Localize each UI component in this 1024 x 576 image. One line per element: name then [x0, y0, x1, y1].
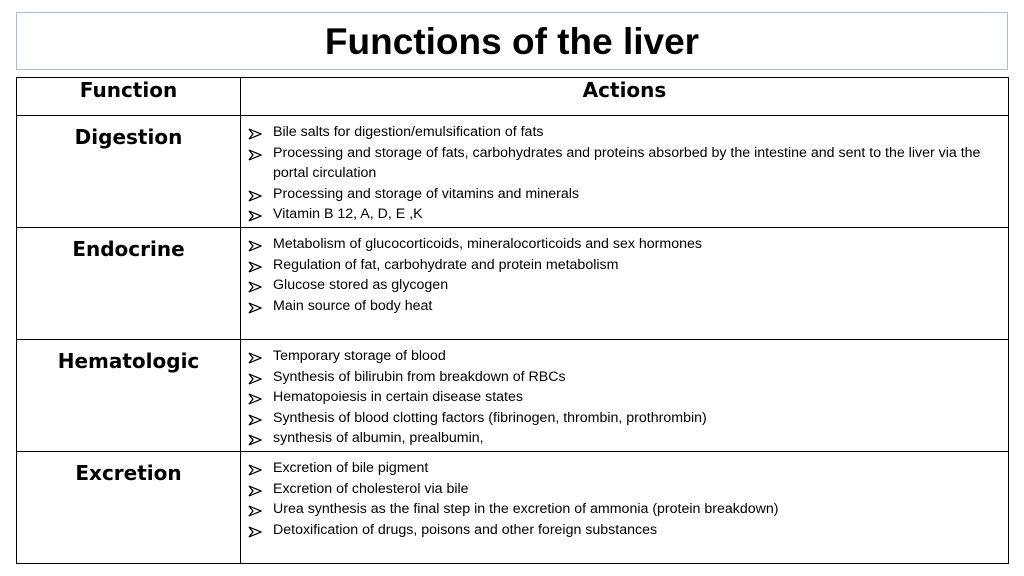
- action-text: Processing and storage of vitamins and minerals: [273, 185, 579, 202]
- arrow-bullet-icon: [248, 147, 262, 159]
- action-text: Temporary storage of blood: [273, 348, 446, 364]
- action-text: Urea synthesis as the final step in the excretion of ammonia (protein breakdown): [273, 501, 779, 517]
- arrow-bullet-icon: [248, 300, 262, 312]
- arrow-bullet-icon: [248, 238, 262, 250]
- list-item: [245, 346, 1000, 367]
- arrow-bullet-icon: [248, 524, 262, 536]
- list-item: [245, 408, 1000, 429]
- arrow-bullet-icon: [248, 188, 262, 200]
- function-cell: Excretion: [17, 452, 241, 564]
- arrow-bullet-icon: [248, 432, 262, 444]
- function-cell: Digestion: [17, 116, 241, 228]
- arrow-bullet-icon: [248, 259, 262, 271]
- header-function: Function: [17, 78, 241, 116]
- actions-cell: [241, 228, 1009, 340]
- table-row: [17, 340, 1009, 452]
- header-actions: Actions: [241, 78, 1009, 116]
- list-item: [245, 234, 1000, 255]
- arrow-bullet-icon: [248, 503, 262, 515]
- action-text: Synthesis of blood clotting factors (fibrinogen, thrombin, prothrombin): [273, 409, 707, 426]
- actions-cell: [241, 340, 1009, 452]
- action-text: Excretion of cholesterol via bile: [273, 480, 469, 497]
- actions-cell: [241, 452, 1009, 564]
- table-header-row: [17, 78, 1009, 116]
- list-item: [245, 387, 1000, 408]
- table-row: [17, 116, 1009, 228]
- action-text: Glucose stored as glycogen: [273, 277, 449, 293]
- action-text: Regulation of fat, carbohydrate and protein metabolism: [273, 256, 619, 273]
- action-text: Metabolism of glucocorticoids, mineralocorticoids and sex hormones: [273, 236, 702, 252]
- actions-list: [241, 452, 1008, 540]
- action-text: Processing and storage of fats, carbohydrates and proteins absorbed by the intestine and sent to the liver via the portal circulation: [273, 144, 981, 181]
- action-text: Bile salts for digestion/emulsification of fats: [273, 124, 544, 140]
- action-text: synthesis of albumin, prealbumin,: [273, 430, 484, 446]
- list-item: [245, 275, 1000, 296]
- list-item: [245, 428, 1000, 449]
- list-item: [245, 520, 1000, 541]
- table-body: [17, 116, 1009, 564]
- list-item: [245, 458, 1000, 479]
- action-text: Detoxification of drugs, poisons and other foreign substances: [273, 521, 658, 538]
- arrow-bullet-icon: [248, 391, 262, 403]
- table-row: [17, 228, 1009, 340]
- functions-table: [16, 77, 1009, 564]
- list-item: [245, 143, 1000, 184]
- page-title: Functions of the liver: [324, 20, 700, 62]
- arrow-bullet-icon: [248, 126, 262, 138]
- list-item: [245, 367, 1000, 388]
- list-item: [245, 499, 1000, 520]
- arrow-bullet-icon: [248, 350, 262, 362]
- action-text: Hematopoiesis in certain disease states: [273, 389, 523, 405]
- list-item: [245, 204, 1000, 225]
- action-text: Synthesis of bilirubin from breakdown of RBCs: [273, 368, 566, 385]
- list-item: [245, 296, 1000, 317]
- list-item: [245, 255, 1000, 276]
- list-item: [245, 122, 1000, 143]
- arrow-bullet-icon: [248, 412, 262, 424]
- table-row: [17, 452, 1009, 564]
- function-cell: Endocrine: [17, 228, 241, 340]
- arrow-bullet-icon: [248, 483, 262, 495]
- actions-cell: [241, 116, 1009, 228]
- title-box: [16, 12, 1008, 70]
- arrow-bullet-icon: [248, 371, 262, 383]
- action-text: Excretion of bile pigment: [273, 460, 429, 476]
- actions-list: [241, 340, 1008, 449]
- list-item: [245, 184, 1000, 205]
- actions-list: [241, 228, 1008, 316]
- arrow-bullet-icon: [248, 208, 262, 220]
- arrow-bullet-icon: [248, 279, 262, 291]
- list-item: [245, 479, 1000, 500]
- action-text: Main source of body heat: [273, 297, 433, 314]
- arrow-bullet-icon: [248, 462, 262, 474]
- actions-list: [241, 116, 1008, 225]
- action-text: Vitamin B 12, A, D, E ,K: [273, 206, 423, 222]
- function-cell: Hematologic: [17, 340, 241, 452]
